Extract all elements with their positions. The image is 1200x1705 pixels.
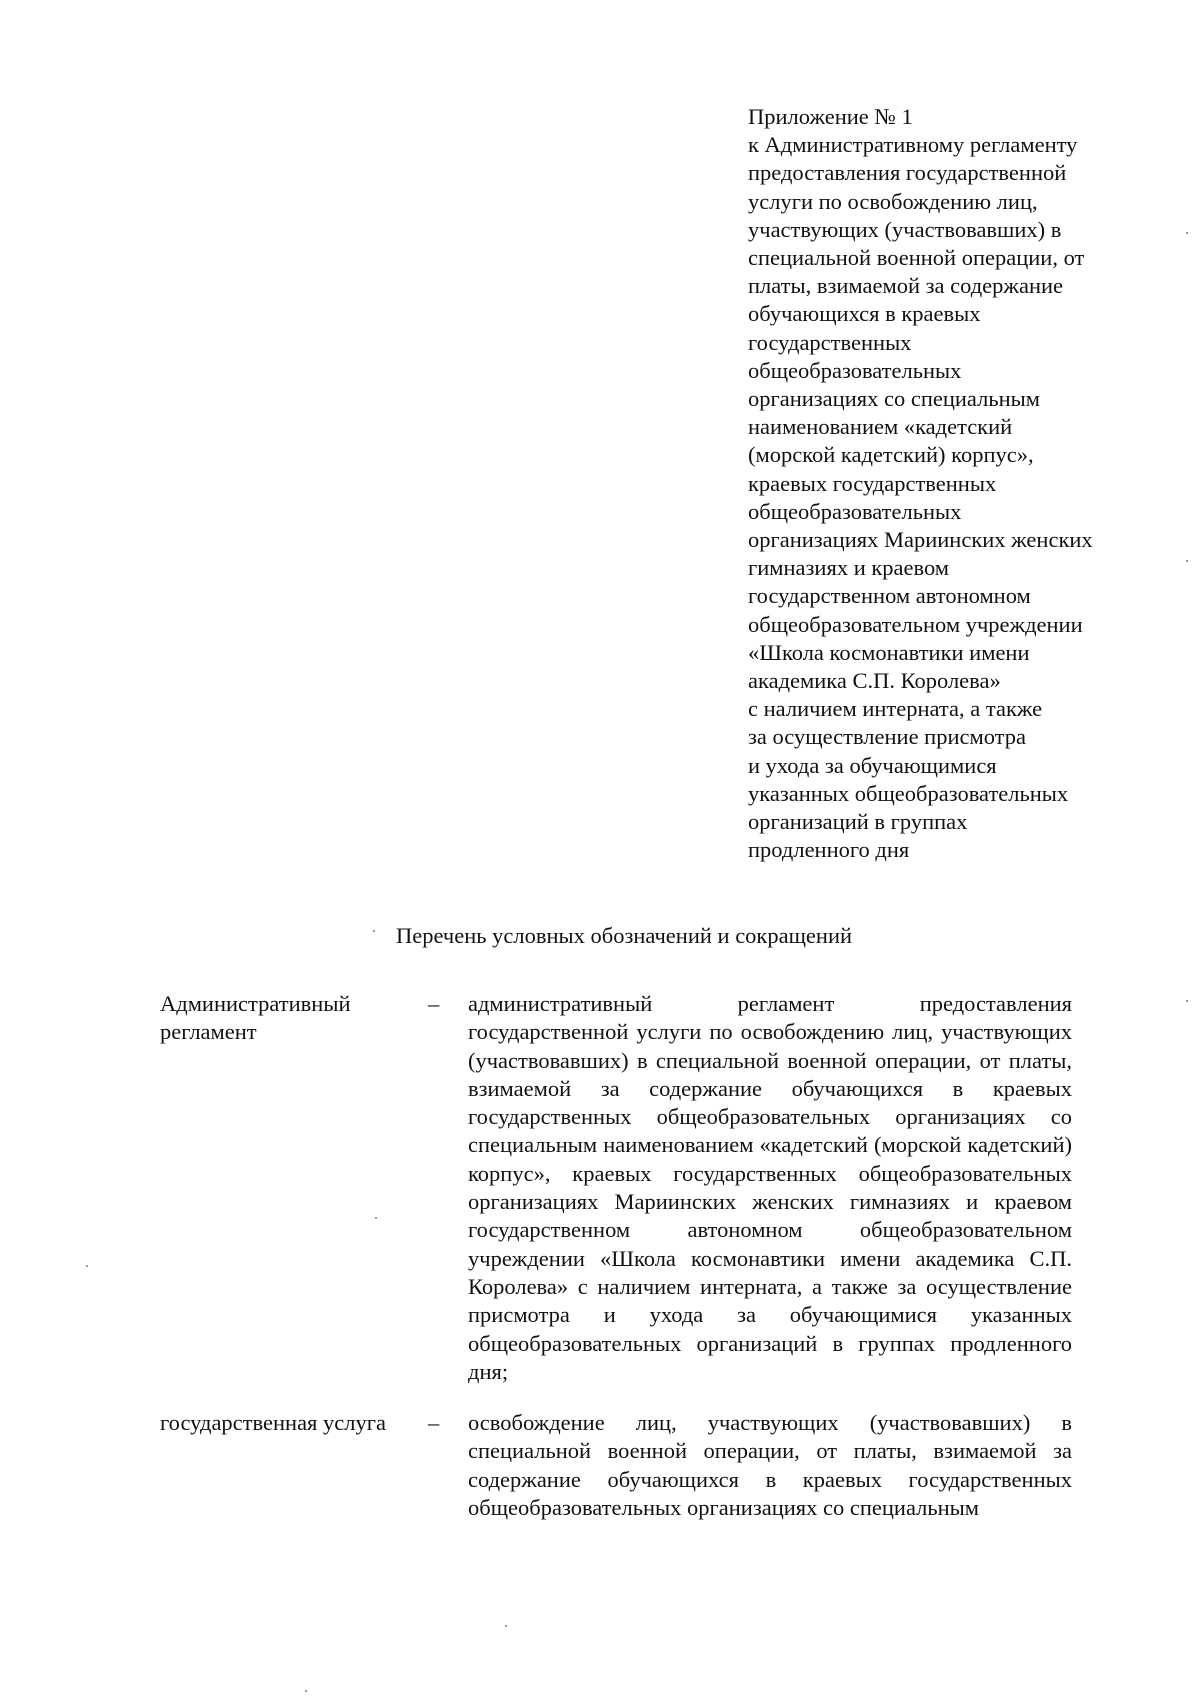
definition-dash: – [428,1410,440,1436]
appendix-line: услуги по освобождению лиц, [748,188,1038,214]
appendix-line: организаций в группах [748,809,968,835]
appendix-line: специальной военной операции, от [748,245,1085,271]
appendix-line: академика С.П. Королева» [748,668,1001,694]
appendix-line: обучающихся в краевых [748,301,981,327]
appendix-line: указанных общеобразовательных [748,780,1069,806]
appendix-line: платы, взимаемой за содержание [748,273,1064,299]
appendix-line: организациях Мариинских женских [748,527,1093,553]
definition-dash: – [428,991,440,1016]
scan-speck [1186,560,1188,562]
definition-row [160,990,1080,1386]
appendix-line: государственных [748,329,912,355]
appendix-line: и ухода за обучающимися [748,752,997,778]
scan-speck [86,1265,88,1267]
appendix-line: за осуществление присмотра [748,724,1027,750]
appendix-line: продленного дня [748,837,910,863]
scan-speck [1186,232,1188,234]
definition-text: освобождение лиц, участвующих (участвовавших) в специальной военной операции, от платы, взимаемой за содержание обучающихся в краевых государственных общеобразовательных организациях со специальным [468,1410,1072,1521]
appendix-line: общеобразовательном учреждении [748,611,1083,637]
section-heading: Перечень условных обозначений и сокращений [396,923,853,948]
appendix-line: с наличием интерната, а также [748,696,1043,722]
appendix-line: к Административному регламенту [748,132,1078,158]
definition-term: государственная услуга [160,1410,386,1436]
scan-speck [505,1625,507,1627]
definition-term: Административный регламент [160,991,351,1045]
appendix-line: «Школа космонавтики имени [748,639,1030,665]
scan-speck [373,930,375,932]
definitions-list [160,990,1080,1545]
appendix-line: общеобразовательных [748,357,962,383]
appendix-line: краевых государственных [748,470,997,496]
definition-text: административный регламент предоставления государственной услуги по освобождению лиц, участвующих (участвовавших) в специальной военной операции, от платы, взимаемой за содержание обучающихся в краевых государственных общеобразовательных организациях со специальным наименованием «кадетский (морской кадетский) корпус», краевых государственных общеобразовательных организациях Мариинских женских гимназиях и краевом государственном автономном общеобразовательном учреждении «Школа космонавтики имени академика С.П. Королева» с наличием интерната, а также за осуществление присмотра и ухода за обучающимися указанных общеобразовательных организаций в группах продленного дня; [468,991,1072,1384]
appendix-line: организациях со специальным [748,386,1041,412]
appendix-line: наименованием «кадетский [748,414,1013,440]
appendix-line: предоставления государственной [748,160,1067,186]
scan-speck [305,1690,307,1692]
appendix-line: общеобразовательных [748,498,962,524]
appendix-header [748,103,1148,864]
appendix-line: государственном автономном [748,583,1031,609]
definition-row [160,1409,1080,1522]
appendix-line: (морской кадетский) корпус», [748,442,1034,468]
scan-speck [1186,1000,1188,1002]
appendix-line: участвующих (участвовавших) в [748,216,1062,242]
appendix-line: Приложение № 1 [748,104,913,129]
scan-speck [375,1217,377,1219]
appendix-line: гимназиях и краевом [748,555,950,581]
